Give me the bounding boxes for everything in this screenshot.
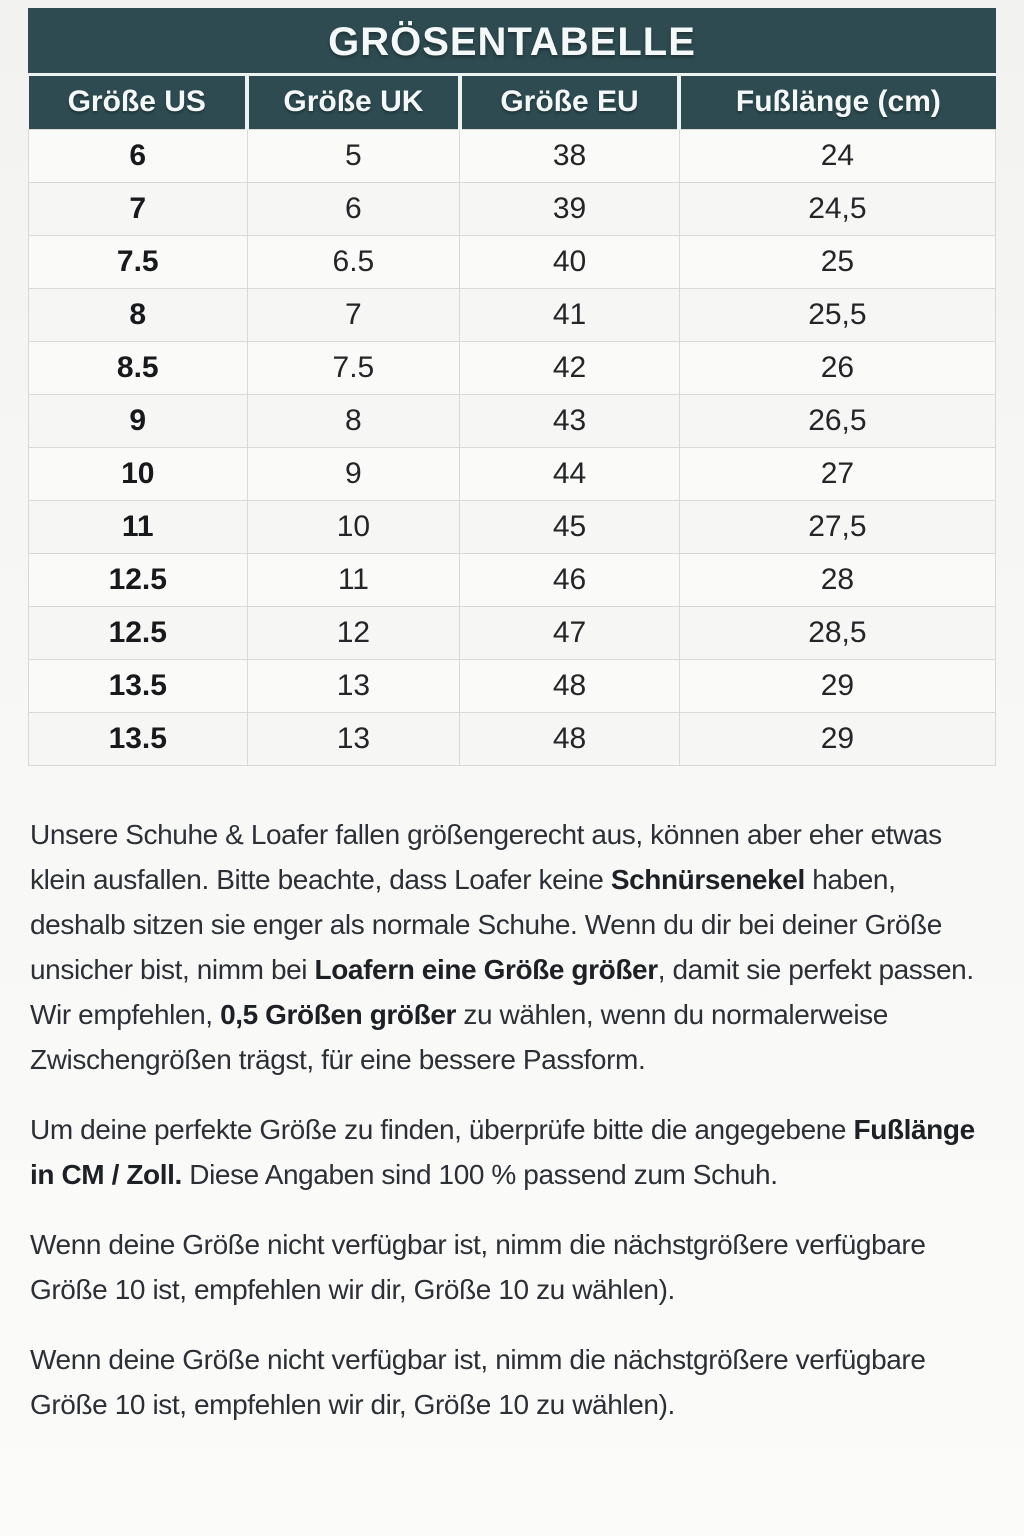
text-run: haben, deshalb sitzen sie enger als normale Schuhe. Wenn du dir bei deiner Größe unsicher bist, nimm bei [30,863,942,985]
table-cell-uk: 13 [247,712,460,765]
table-row [29,341,996,394]
table-cell-eu: 48 [460,712,680,765]
text-run: zu wählen, wenn du normalerweise Zwischengrößen trägst, für eine bessere Passform. [30,998,888,1075]
table-row [29,129,996,182]
table-cell-cm: 29 [679,659,995,712]
size-table-body [29,129,996,765]
table-cell-us: 12.5 [29,553,248,606]
table-cell-eu: 38 [460,129,680,182]
table-cell-uk: 5 [247,129,460,182]
table-cell-uk: 10 [247,500,460,553]
text-run: Wenn deine Größe nicht verfügbar ist, nimm die nächstgrößere verfügbare Größe 10 ist, empfehlen wir dir, Größe 10 zu wählen). [30,1343,926,1420]
table-cell-eu: 44 [460,447,680,500]
table-row [29,659,996,712]
table-row [29,288,996,341]
table-row [29,712,996,765]
bold-text-run: 0,5 Größen größer [220,998,456,1030]
table-cell-eu: 39 [460,182,680,235]
table-cell-uk: 7 [247,288,460,341]
table-cell-us: 8.5 [29,341,248,394]
table-cell-cm: 28 [679,553,995,606]
table-cell-us: 12.5 [29,606,248,659]
table-cell-us: 13.5 [29,659,248,712]
table-row [29,182,996,235]
text-run: Um deine perfekte Größe zu finden, überprüfe bitte die angegebene [30,1113,854,1145]
table-cell-cm: 27 [679,447,995,500]
table-row [29,553,996,606]
table-row [29,447,996,500]
table-cell-us: 9 [29,394,248,447]
table-cell-uk: 8 [247,394,460,447]
paragraph-4 [30,1337,994,1427]
table-cell-us: 8 [29,288,248,341]
text-run: Wenn deine Größe nicht verfügbar ist, nimm die nächstgrößere verfügbare Größe 10 ist, empfehlen wir dir, Größe 10 zu wählen). [30,1228,926,1305]
table-row [29,500,996,553]
table-cell-eu: 41 [460,288,680,341]
size-table [28,76,996,766]
table-cell-cm: 27,5 [679,500,995,553]
table-cell-uk: 12 [247,606,460,659]
table-cell-cm: 28,5 [679,606,995,659]
table-cell-cm: 24 [679,129,995,182]
text-run: Diese Angaben sind 100 % passend zum Schuh. [181,1158,778,1190]
table-cell-eu: 40 [460,235,680,288]
table-cell-us: 13.5 [29,712,248,765]
table-cell-cm: 26 [679,341,995,394]
table-cell-cm: 29 [679,712,995,765]
table-cell-eu: 42 [460,341,680,394]
table-cell-us: 7 [29,182,248,235]
column-header-us: Größe US [29,76,248,129]
paragraph-1 [30,812,994,1082]
paragraph-3 [30,1222,994,1312]
bold-text-run: Schnürsenekel [610,863,805,895]
text-run: , damit sie perfekt passen. Wir empfehlen, [30,953,974,1030]
table-cell-cm: 25,5 [679,288,995,341]
column-header-eu: Größe EU [460,76,680,129]
size-table-header-row [29,76,996,129]
table-cell-uk: 7.5 [247,341,460,394]
table-cell-cm: 25 [679,235,995,288]
bold-text-run: Fußlänge in CM / Zoll. [30,1113,975,1190]
table-cell-uk: 13 [247,659,460,712]
table-cell-eu: 45 [460,500,680,553]
table-cell-us: 11 [29,500,248,553]
table-cell-us: 6 [29,129,248,182]
table-cell-eu: 43 [460,394,680,447]
table-cell-uk: 6 [247,182,460,235]
table-row [29,606,996,659]
table-cell-cm: 26,5 [679,394,995,447]
size-chart [28,8,996,766]
table-cell-uk: 11 [247,553,460,606]
table-cell-eu: 48 [460,659,680,712]
bold-text-run: Loafern eine Größe größer [314,953,658,985]
size-guide-text [30,812,994,1427]
table-cell-cm: 24,5 [679,182,995,235]
table-cell-uk: 6.5 [247,235,460,288]
paragraph-2 [30,1107,994,1197]
size-chart-title: GRÖSENTABELLE [28,8,996,76]
table-cell-eu: 46 [460,553,680,606]
table-cell-us: 10 [29,447,248,500]
table-cell-uk: 9 [247,447,460,500]
text-run: Unsere Schuhe & Loafer fallen größengerecht aus, können aber eher etwas klein ausfallen. Bitte beachte, dass Loafer keine [30,818,942,895]
column-header-footlength: Fußlänge (cm) [679,76,995,129]
table-row [29,235,996,288]
table-cell-eu: 47 [460,606,680,659]
column-header-uk: Größe UK [247,76,460,129]
table-cell-us: 7.5 [29,235,248,288]
table-row [29,394,996,447]
